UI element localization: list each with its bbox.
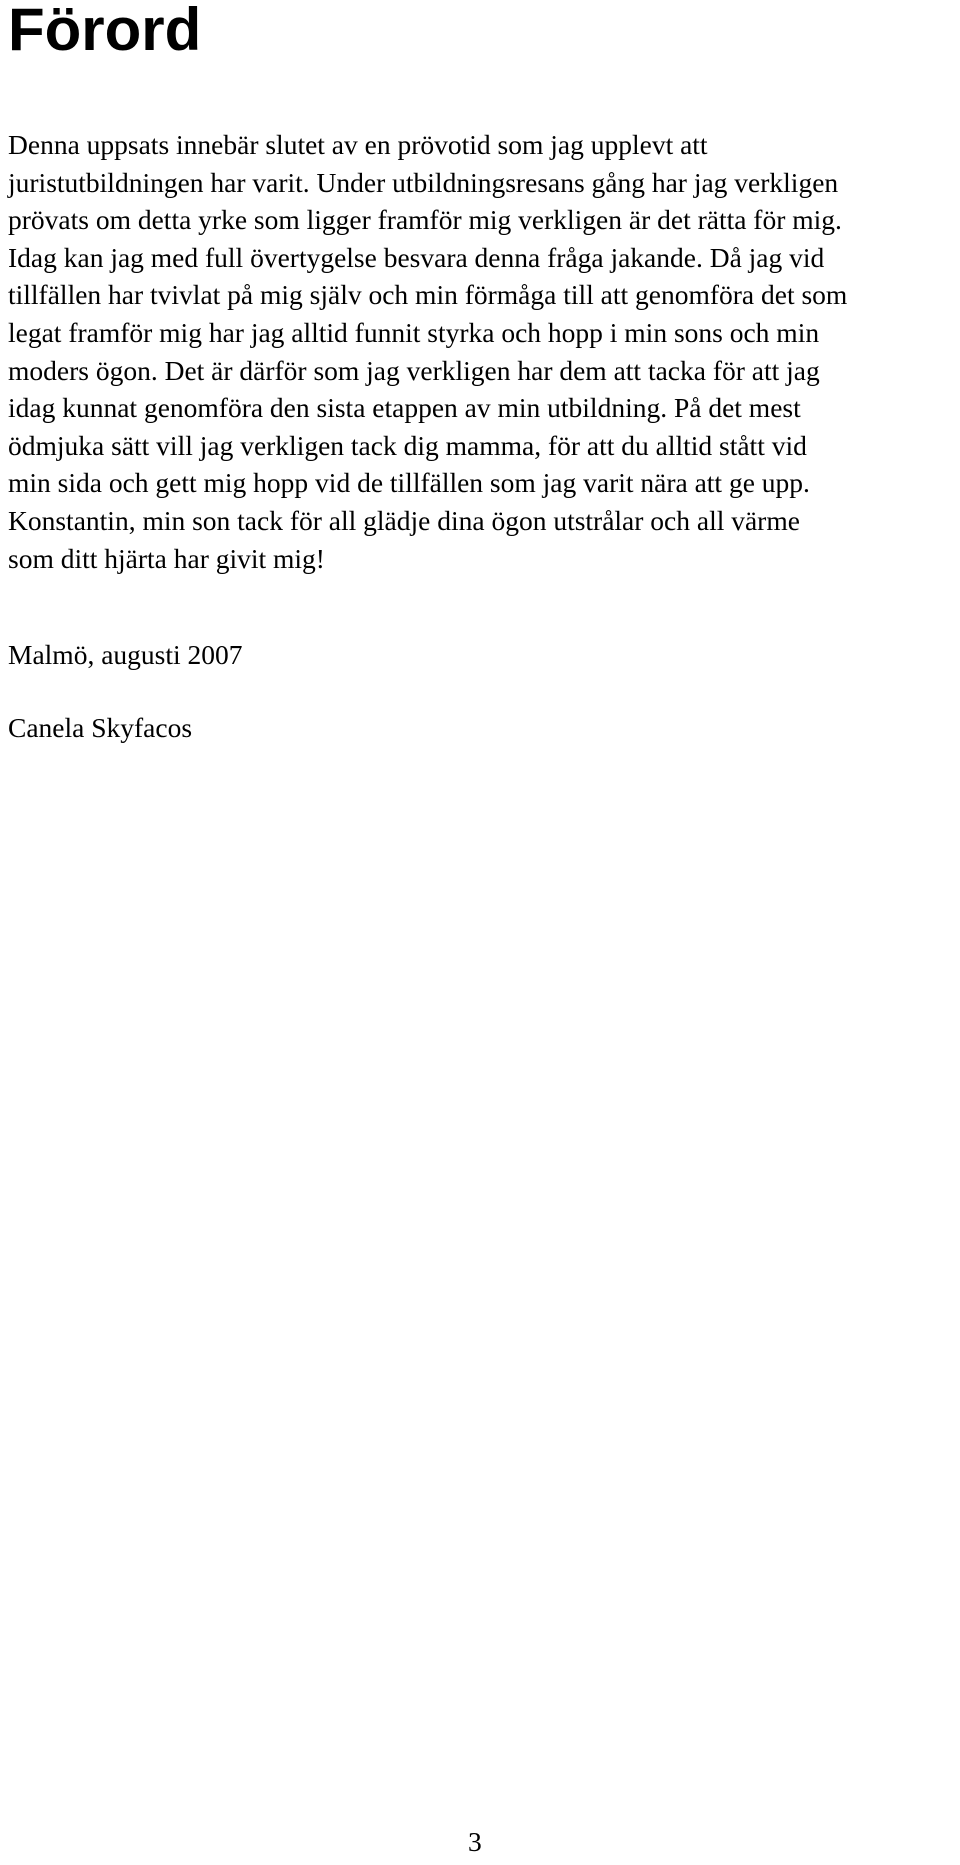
author-name: Canela Skyfacos: [8, 712, 193, 743]
paragraph-line: Idag kan jag med full övertygelse besvara denna fråga jakande. Då jag vid: [8, 241, 825, 273]
paragraph-line: ödmjuka sätt vill jag verkligen tack dig mamma, för att du alltid stått vid: [8, 429, 807, 461]
foreword-paragraph: [8, 126, 956, 577]
paragraph-line: prövats om detta yrke som ligger framför mig verkligen är det rätta för mig.: [8, 204, 842, 236]
page-title: Förord: [8, 0, 202, 63]
paragraph-line: min sida och gett mig hopp vid de tillfällen som jag varit nära att ge upp.: [8, 467, 810, 499]
paragraph-line: juristutbildningen har varit. Under utbildningsresans gång har jag verkligen: [8, 166, 839, 198]
page-number: 3: [468, 1826, 482, 1857]
paragraph-line: legat framför mig har jag alltid funnit styrka och hopp i min sons och min: [8, 316, 820, 348]
paragraph-line: Denna uppsats innebär slutet av en prövotid som jag upplevt att: [8, 129, 708, 160]
paragraph-line: moders ögon. Det är därför som jag verkligen har dem att tacka för att jag: [8, 354, 820, 386]
paragraph-line: som ditt hjärta har givit mig!: [8, 542, 325, 574]
paragraph-line: idag kunnat genomföra den sista etappen av min utbildning. På det mest: [8, 392, 801, 424]
place-date: Malmö, augusti 2007: [8, 639, 243, 670]
paragraph-line: Konstantin, min son tack för all glädje dina ögon utstrålar och all värme: [8, 504, 800, 536]
paragraph-line: tillfällen har tvivlat på mig själv och min förmåga till att genomföra det som: [8, 279, 848, 311]
